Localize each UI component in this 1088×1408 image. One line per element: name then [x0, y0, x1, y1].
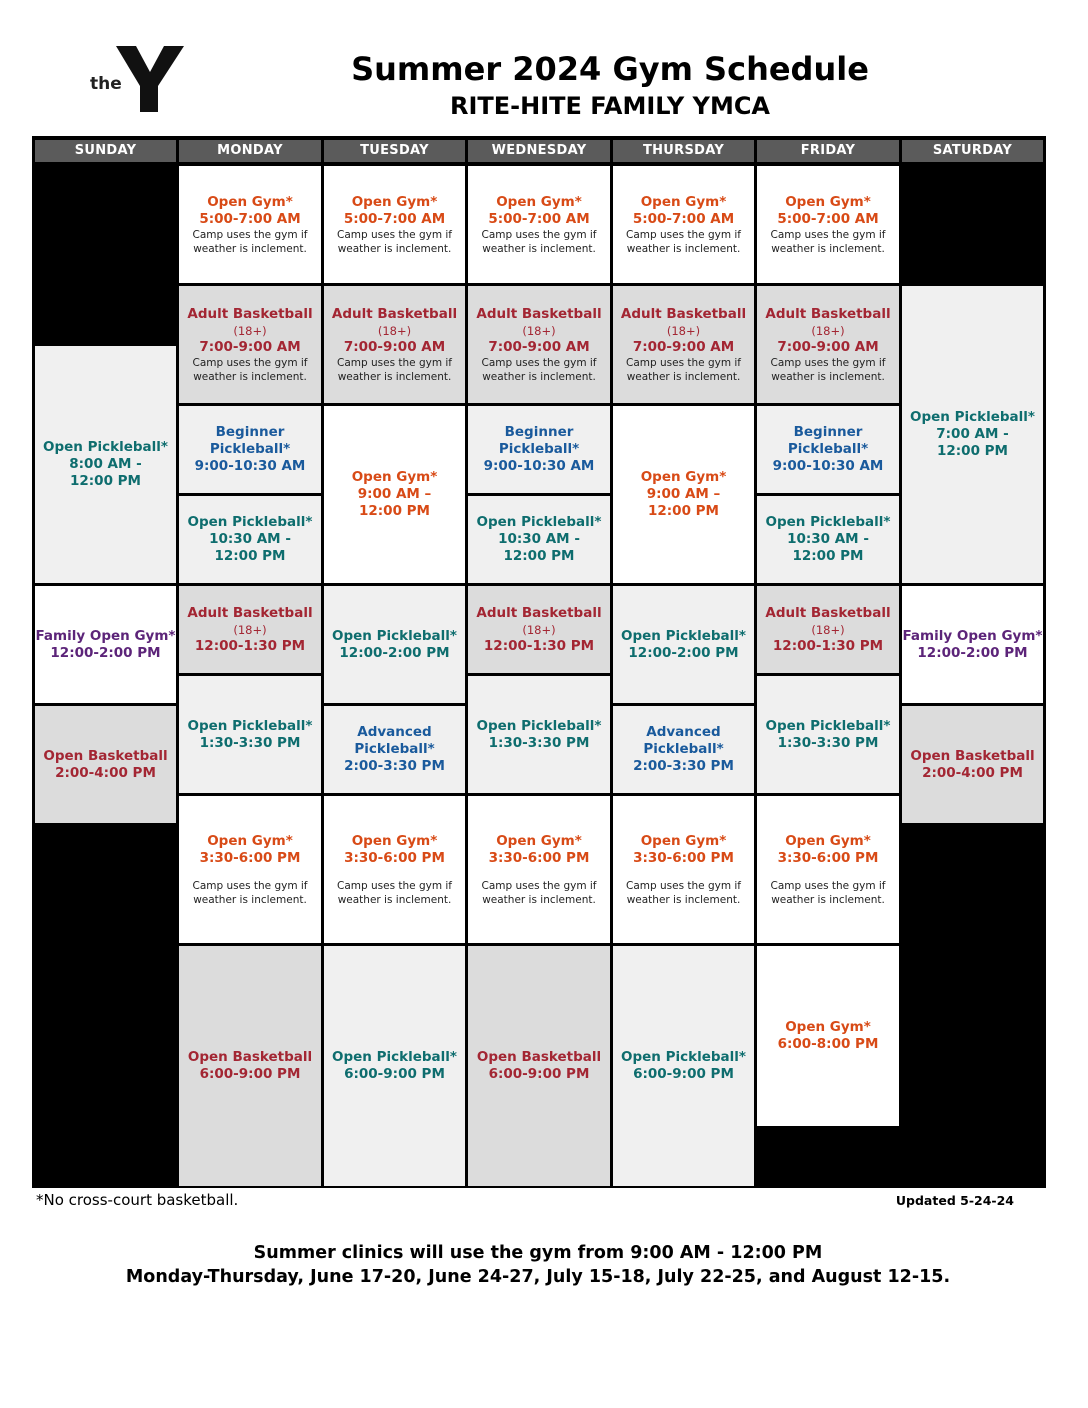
cell-time-start: 10:30 AM -: [787, 531, 869, 547]
cell-title: Open Gym*: [640, 193, 727, 210]
cell-saturday-open-basketball: [902, 706, 1043, 823]
cell-note: Camp uses the gym if weather is inclement.: [625, 356, 742, 383]
cell-time: 2:00-4:00 PM: [922, 764, 1023, 781]
clinic-note-line2: Monday-Thursday, June 17-20, June 24-27, July 15-18, July 22-25, and August 12-15.: [125, 1267, 951, 1287]
cell-wednesday-open-gym-early: [468, 166, 610, 283]
cell-time: 5:00-7:00 AM: [777, 210, 879, 227]
cell-thursday-adult-basketball-am: [613, 286, 754, 403]
cell-time: 12:00-2:00 PM: [50, 644, 161, 661]
cell-title: Open Pickleball*: [187, 717, 313, 734]
cell-monday-beginner-pickleball: [179, 406, 321, 493]
cell-tuesday-advanced-pickleball: [324, 706, 465, 793]
cell-title-line1: Beginner: [793, 424, 863, 440]
cell-time: 6:00-9:00 PM: [633, 1066, 734, 1082]
cell-tuesday-open-gym-morning: [324, 406, 465, 583]
cell-note: Camp uses the gym if weather is inclement.: [336, 356, 453, 383]
cell-saturday-open-pickleball: [902, 286, 1043, 583]
cell-time: 9:00-10:30 AM: [194, 458, 306, 474]
cell-title: Open Pickleball*: [621, 627, 746, 644]
day-header-friday: FRIDAY: [757, 140, 899, 162]
ymca-logo: [88, 44, 198, 114]
cell-friday-open-pickleball-afternoon: [757, 676, 899, 793]
cell-note: Camp uses the gym if weather is inclement.: [192, 228, 308, 255]
cell-friday-open-gym-afternoon: [757, 796, 899, 943]
day-header-wednesday: WEDNESDAY: [468, 140, 610, 162]
cell-age: (18+): [233, 323, 267, 338]
cell-title: Adult Basketball: [765, 305, 891, 322]
footnote: *No cross-court basketball.: [36, 1191, 239, 1209]
cell-monday-open-gym-early: [179, 166, 321, 283]
cell-title: Open Pickleball*: [765, 514, 891, 530]
cell-title: Open Gym*: [785, 1019, 871, 1035]
cell-title: Open Basketball: [910, 747, 1035, 764]
cell-thursday-open-gym-early: [613, 166, 754, 283]
cell-friday-open-pickleball-morning: [757, 496, 899, 583]
cell-time: 9:00-10:30 AM: [483, 458, 595, 474]
cell-title: Open Gym*: [207, 832, 293, 849]
cell-title: Open Pickleball*: [332, 1049, 457, 1065]
cell-title: Adult Basketball: [187, 604, 313, 621]
cell-time: 5:00-7:00 AM: [343, 210, 446, 227]
updated-date: Updated 5-24-24: [895, 1193, 1014, 1208]
cell-time-end: 12:00 PM: [214, 548, 286, 564]
logo-text: the: [90, 74, 122, 94]
cell-time: 3:30-6:00 PM: [199, 849, 301, 866]
cell-time-start: 7:00 AM -: [936, 426, 1009, 442]
cell-note: Camp uses the gym if weather is inclement.: [336, 228, 453, 255]
ymca-y-icon: [114, 44, 186, 114]
cell-title: Adult Basketball: [476, 604, 602, 621]
cell-monday-open-gym-afternoon: [179, 796, 321, 943]
cell-time: 5:00-7:00 AM: [632, 210, 735, 227]
cell-time: 12:00-2:00 PM: [917, 644, 1028, 661]
cell-age: (18+): [233, 622, 267, 637]
cell-time: 5:00-7:00 AM: [199, 210, 301, 227]
cell-age: (18+): [811, 323, 845, 338]
cell-time: 5:00-7:00 AM: [488, 210, 590, 227]
cell-thursday-open-gym-morning: [613, 406, 754, 583]
page-title: Summer 2024 Gym Schedule: [351, 50, 869, 88]
cell-title: Open Gym*: [496, 193, 582, 210]
cell-age: (18+): [811, 622, 845, 637]
cell-friday-open-gym-evening: [757, 946, 899, 1126]
cell-time: 3:30-6:00 PM: [488, 849, 590, 866]
cell-time-end: 12:00 PM: [936, 443, 1008, 459]
schedule-grid: [32, 136, 1046, 1188]
day-header-monday: MONDAY: [179, 140, 321, 162]
cell-wednesday-adult-basketball-am: [468, 286, 610, 403]
cell-title: Open Gym*: [351, 832, 438, 849]
cell-time: 3:30-6:00 PM: [777, 849, 879, 866]
cell-title: Open Basketball: [187, 1049, 313, 1065]
cell-friday-adult-basketball-am: [757, 286, 899, 403]
cell-time: 1:30-3:30 PM: [488, 734, 590, 751]
cell-note: Camp uses the gym if weather is inclement.: [481, 228, 597, 255]
cell-time-end: 12:00 PM: [647, 503, 719, 519]
cell-time-start: 10:30 AM -: [498, 531, 580, 547]
cell-time: 7:00-9:00 AM: [488, 338, 590, 355]
cell-title: Open Pickleball*: [332, 627, 457, 644]
cell-title: Open Gym*: [207, 193, 293, 210]
cell-friday-adult-basketball-midday: [757, 586, 899, 673]
cell-title: Adult Basketball: [765, 604, 891, 621]
cell-time: 2:00-4:00 PM: [55, 764, 156, 781]
cell-title: Open Pickleball*: [476, 514, 602, 530]
cell-time: 9:00-10:30 AM: [772, 458, 884, 474]
cell-age: (18+): [377, 323, 412, 338]
cell-title: Open Pickleball*: [621, 1049, 746, 1065]
cell-time: 12:00-1:30 PM: [772, 637, 884, 654]
cell-sunday-family-open-gym: [35, 586, 176, 703]
day-header-saturday: SATURDAY: [902, 140, 1043, 162]
cell-sunday-open-basketball: [35, 706, 176, 823]
cell-title-line2: Pickleball*: [498, 441, 580, 457]
cell-time-start: 9:00 AM –: [646, 486, 721, 502]
cell-time: 6:00-8:00 PM: [777, 1036, 879, 1052]
cell-friday-open-gym-early: [757, 166, 899, 283]
cell-time: 7:00-9:00 AM: [343, 338, 446, 355]
cell-time: 1:30-3:30 PM: [777, 734, 879, 751]
day-header-tuesday: TUESDAY: [324, 140, 465, 162]
cell-age: (18+): [522, 323, 556, 338]
cell-title: Open Pickleball*: [187, 514, 313, 530]
cell-monday-open-pickleball-afternoon: [179, 676, 321, 793]
cell-title-line1: Beginner: [504, 424, 574, 440]
cell-note: Camp uses the gym if weather is inclement.: [336, 879, 453, 906]
day-header-sunday: SUNDAY: [35, 140, 176, 162]
cell-note: Camp uses the gym if weather is inclement.: [770, 879, 886, 906]
cell-title: Adult Basketball: [620, 305, 747, 322]
cell-title: Open Pickleball*: [476, 717, 602, 734]
cell-title: Open Gym*: [640, 469, 727, 485]
cell-time: 12:00-2:00 PM: [339, 644, 450, 661]
cell-monday-adult-basketball-am: [179, 286, 321, 403]
cell-title-line2: Pickleball*: [209, 441, 291, 457]
cell-time-start: 10:30 AM -: [209, 531, 291, 547]
cell-age: (18+): [522, 622, 556, 637]
cell-saturday-family-open-gym: [902, 586, 1043, 703]
cell-note: Camp uses the gym if weather is inclement.: [481, 879, 597, 906]
cell-note: Camp uses the gym if weather is inclement.: [625, 879, 742, 906]
cell-time: 3:30-6:00 PM: [344, 849, 445, 866]
cell-monday-adult-basketball-midday: [179, 586, 321, 673]
cell-title: Open Gym*: [640, 832, 727, 849]
cell-title: Open Pickleball*: [910, 409, 1035, 425]
cell-title: Adult Basketball: [476, 305, 602, 322]
cell-age: (18+): [666, 323, 701, 338]
cell-time: 6:00-9:00 PM: [344, 1066, 445, 1082]
cell-wednesday-open-basketball-evening: [468, 946, 610, 1186]
cell-tuesday-open-gym-afternoon: [324, 796, 465, 943]
cell-note: Camp uses the gym if weather is inclement.: [770, 356, 886, 383]
cell-thursday-advanced-pickleball: [613, 706, 754, 793]
cell-time-start: 9:00 AM –: [357, 486, 432, 502]
cell-title-line2: Pickleball*: [787, 441, 869, 457]
cell-note: Camp uses the gym if weather is inclement.: [481, 356, 597, 383]
cell-time: 6:00-9:00 PM: [199, 1066, 301, 1082]
cell-note: Camp uses the gym if weather is inclement.: [625, 228, 742, 255]
cell-note: Camp uses the gym if weather is inclement.: [770, 228, 886, 255]
cell-time: 12:00-1:30 PM: [483, 637, 595, 654]
cell-title: Open Gym*: [785, 832, 871, 849]
cell-tuesday-open-gym-early: [324, 166, 465, 283]
cell-time-end: 12:00 PM: [792, 548, 864, 564]
cell-thursday-open-pickleball-evening: [613, 946, 754, 1186]
cell-title: Family Open Gym*: [902, 627, 1043, 644]
cell-wednesday-open-gym-afternoon: [468, 796, 610, 943]
cell-note: Camp uses the gym if weather is inclement.: [192, 879, 308, 906]
cell-time: 12:00-2:00 PM: [628, 644, 739, 661]
cell-wednesday-beginner-pickleball: [468, 406, 610, 493]
cell-title-line2: Pickleball*: [354, 741, 435, 757]
cell-monday-open-pickleball-morning: [179, 496, 321, 583]
cell-thursday-open-gym-afternoon: [613, 796, 754, 943]
day-header-thursday: THURSDAY: [613, 140, 754, 162]
cell-time: 1:30-3:30 PM: [199, 734, 301, 751]
cell-time: 6:00-9:00 PM: [488, 1066, 590, 1082]
cell-note: Camp uses the gym if weather is inclement.: [192, 356, 308, 383]
cell-thursday-open-pickleball-midday: [613, 586, 754, 703]
cell-time-end: 12:00 PM: [358, 503, 430, 519]
cell-wednesday-open-pickleball-afternoon: [468, 676, 610, 793]
cell-tuesday-adult-basketball-am: [324, 286, 465, 403]
cell-title: Open Basketball: [476, 1049, 602, 1065]
cell-title: Open Gym*: [785, 193, 871, 210]
cell-time: 12:00-1:30 PM: [194, 637, 306, 654]
cell-time: 2:00-3:30 PM: [344, 758, 445, 774]
cell-title: Open Gym*: [351, 469, 438, 485]
cell-title-line2: Pickleball*: [643, 741, 724, 757]
cell-time: 7:00-9:00 AM: [632, 338, 735, 355]
cell-monday-open-basketball-evening: [179, 946, 321, 1186]
cell-time: 7:00-9:00 AM: [777, 338, 879, 355]
cell-wednesday-open-pickleball-morning: [468, 496, 610, 583]
page-subtitle: RITE-HITE FAMILY YMCA: [449, 92, 771, 120]
cell-title: Family Open Gym*: [35, 627, 176, 644]
cell-title-line1: Advanced: [646, 724, 721, 740]
cell-title: Open Gym*: [496, 832, 582, 849]
cell-title: Open Pickleball*: [765, 717, 891, 734]
cell-title: Open Basketball: [43, 747, 168, 764]
cell-tuesday-open-pickleball-evening: [324, 946, 465, 1186]
cell-title-line1: Beginner: [215, 424, 285, 440]
cell-time-start: 8:00 AM -: [69, 456, 142, 472]
cell-time: 2:00-3:30 PM: [633, 758, 734, 774]
cell-time-end: 12:00 PM: [503, 548, 575, 564]
cell-title-line1: Advanced: [357, 724, 432, 740]
cell-time: 7:00-9:00 AM: [199, 338, 301, 355]
cell-title: Open Pickleball*: [43, 439, 168, 455]
cell-sunday-open-pickleball: [35, 346, 176, 583]
cell-time: 3:30-6:00 PM: [633, 849, 734, 866]
cell-friday-beginner-pickleball: [757, 406, 899, 493]
cell-title: Adult Basketball: [187, 305, 313, 322]
cell-wednesday-adult-basketball-midday: [468, 586, 610, 673]
clinic-note-line1: Summer clinics will use the gym from 9:00 AM - 12:00 PM: [253, 1243, 823, 1263]
cell-time-end: 12:00 PM: [69, 473, 141, 489]
cell-title: Adult Basketball: [331, 305, 458, 322]
cell-title: Open Gym*: [351, 193, 438, 210]
cell-tuesday-open-pickleball-midday: [324, 586, 465, 703]
